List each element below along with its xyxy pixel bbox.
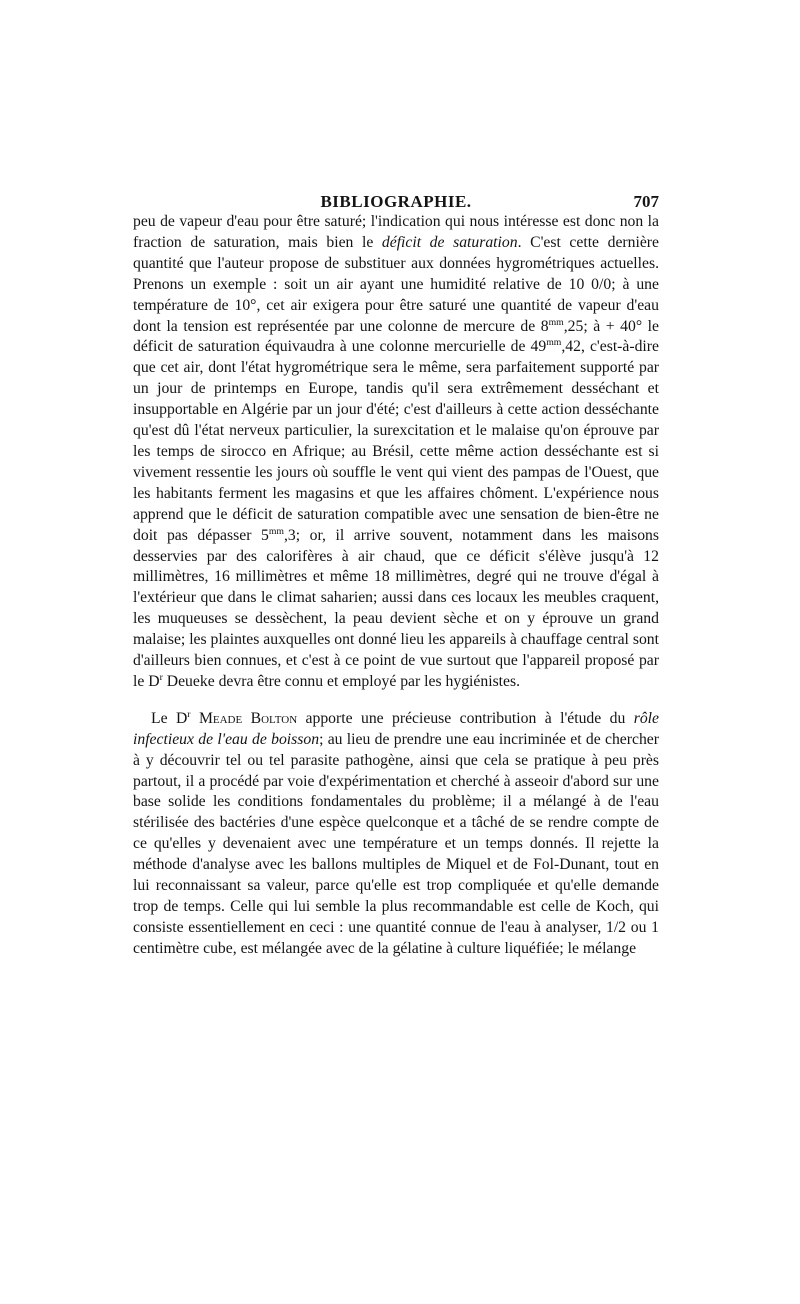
paragraph-deficit-de-saturation [133,212,659,693]
emphasis-role-infectieux: rôle infectieux de l'eau de boisson [133,709,659,748]
body-text [133,212,659,960]
text-run: Le D [151,709,188,727]
text-run: ; au lieu de prendre une eau incriminée et de chercher à y découvrir tel ou tel parasite pathogène, ainsi que cela se pratique à peu près partout, il a procédé par voie d'expérimentation et cherché à asseoir d'abord sur une base solide les conditions fondamentales du problème; il a mélangé à de l'eau stérilisée des bactéries d'une espèce quelconque et a tâché de se rendre compte de ce qu'elles y devenaient avec une température et un temps donnés. Il rejette la méthode d'analyse avec les ballons multiples de Miquel et de Fol-Dunant, tout en lui reconnaissant sa valeur, parce qu'elle est trop compliquée et qu'elle demande trop de temps. Celle qui lui semble la plus recommandable est celle de Koch, qui consiste essentiellement en ceci : une quantité connue de l'eau à analyser, 1/2 ou 1 centimètre cube, est mélangée avec de la gélatine à culture liquéfiée; le mélange [133,730,659,957]
unit-superscript: mm [548,316,564,328]
text-run: ,42, c'est-à-dire que cet air, dont l'état hygrométrique sera le même, sera parfaitement supporté par un jour de printemps en Europe, tandis qu'il sera extrêmement desséchant et insupportable en Algérie par un jour d'été; c'est d'ailleurs à cette action desséchante qu'est dû l'état nerveux particulier, la surexcitation et le malaise qu'on éprouve par les temps de sirocco en Afrique; au Brésil, cette même action desséchante est si vivement ressentie les jours où souffle le vent qui vient des pampas de l'Ouest, que les habitants ferment les magasins et que les affaires chôment. L'expérience nous apprend que le déficit de saturation compatible avec une sensation de bien-être ne doit pas dépasser 5 [133,338,659,544]
emphasis-deficit-de-saturation: déficit de saturation [381,233,518,251]
paragraph-meade-bolton [133,709,659,960]
text-run [191,710,199,727]
title-superscript: r [159,671,163,683]
author-name: Meade Bolton [198,709,298,727]
unit-superscript: mm [546,337,562,349]
text-run: . C'est cette dernière quantité que l'auteur propose de substituer aux données hygrométriques actuelles. Prenons un exemple : soit un air ayant une humidité relative de 10 0/0; à une température de 10°, cet air exigera pour être saturé une quantité de vapeur d'eau dont la tension est représentée par une colonne de mercure de 8 [133,233,659,335]
text-run: ,3; or, il arrive souvent, notamment dans les maisons desservies par des calorifères à air chaud, que ce déficit s'élève jusqu'à 12 millimètres, 16 millimètres et même 18 millimètres, degré qui ne trouve d'égal à l'extérieur que dans le climat saharien; aussi dans ces locaux les meubles craquent, les muqueuses se dessèchent, la peau devient sèche et on y éprouve un grand malaise; les plaintes auxquelles ont donné lieu les appareils à chauffage central sont d'ailleurs bien connues, et c'est à ce point de vue surtout que l'appareil proposé par le D [133,526,659,690]
unit-superscript: mm [268,525,284,537]
text-run: ,25; à + 40° le déficit de saturation équivaudra à une colonne mercurielle de 49 [133,317,659,356]
text-run: apporte une précieuse contribution à l'étude du [297,709,634,727]
page-number: 707 [633,192,659,211]
title-superscript: r [187,708,191,720]
text-run: peu de vapeur d'eau pour être saturé; l'indication qui nous intéresse est donc non la fraction de saturation, mais bien le [133,213,659,251]
text-run: Deueke devra être connu et employé par les hygiénistes. [162,672,521,690]
running-title: BIBLIOGRAPHIE. [320,192,472,211]
